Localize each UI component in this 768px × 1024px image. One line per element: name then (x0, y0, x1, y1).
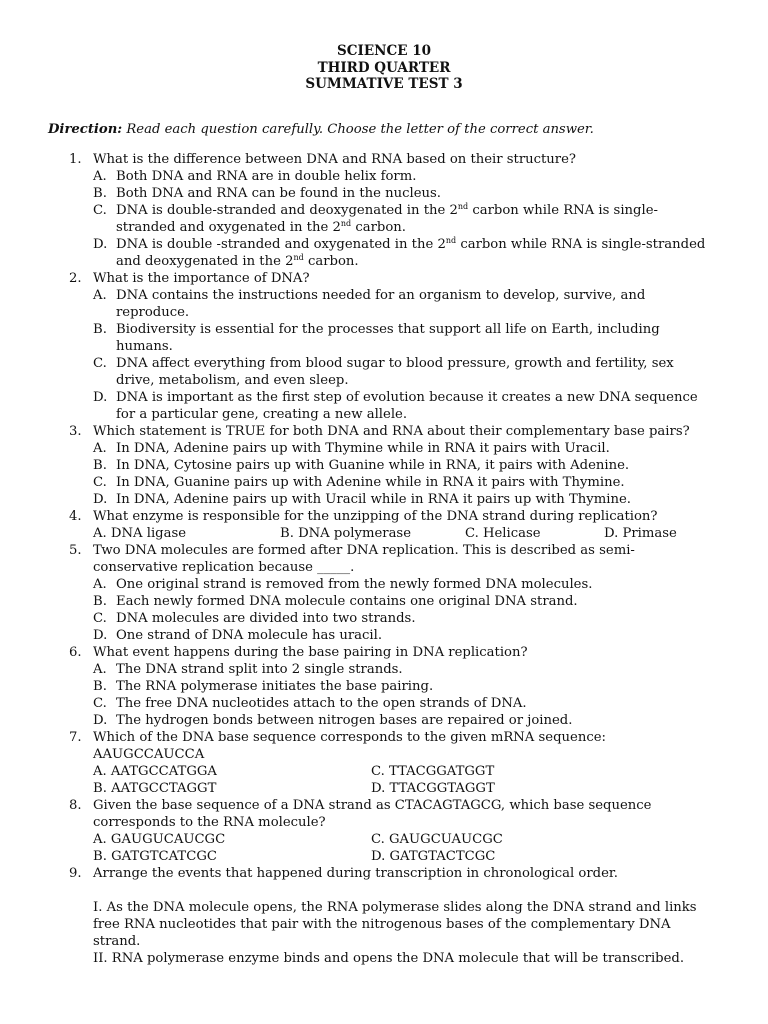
option-3b (93, 457, 713, 474)
option-letter: A. (93, 577, 107, 592)
question-number: 2. (69, 271, 82, 286)
question-3 (0, 423, 768, 440)
option-4d: D. Primase (604, 526, 677, 541)
option-text (116, 236, 713, 270)
option-1b (93, 185, 713, 202)
ordinal-suffix: nd (293, 253, 304, 262)
option-letter: B. (93, 458, 107, 473)
option-text: DNA molecules are divided into two strands. (116, 611, 416, 626)
option-text-part: carbon. (351, 220, 406, 235)
question-text: Two DNA molecules are formed after DNA replication. This is described as semi-conservative replication because _____. (93, 543, 635, 575)
option-text-part: carbon. (303, 254, 359, 269)
question-number: 1. (69, 152, 82, 167)
option-8d: D. GATGTACTCGC (371, 849, 496, 864)
question-7 (0, 729, 768, 746)
question-number: 6. (69, 645, 82, 660)
option-5c (93, 610, 713, 627)
option-text: DNA affect everything from blood sugar to blood pressure, growth and fertility, sex drive, metabolism, and even sleep. (116, 356, 674, 388)
option-letter: C. (93, 475, 107, 490)
option-6a (93, 661, 713, 678)
question-number: 8. (69, 798, 82, 813)
question-1 (0, 151, 768, 168)
test-title: SUMMATIVE TEST 3 (305, 76, 463, 92)
option-2c (93, 355, 713, 389)
option-7b: B. AATGCCTAGGT (93, 781, 217, 796)
ordinal-suffix: nd (445, 236, 457, 245)
question-list (0, 151, 768, 967)
option-5b (93, 593, 713, 610)
option-letter: A. (93, 662, 107, 677)
options-row-4 (93, 525, 768, 542)
option-1a (93, 168, 713, 185)
option-5d (93, 627, 713, 644)
question-text: What is the importance of DNA? (93, 271, 310, 286)
option-text: Both DNA and RNA can be found in the nucleus. (116, 186, 441, 201)
option-2a (93, 287, 713, 321)
option-letter: D. (93, 628, 108, 643)
question-text: Given the base sequence of a DNA strand as CTACAGTAGCG, which base sequence corresponds to the RNA molecule? (93, 798, 652, 830)
option-text-part: carbon while RNA is single-stranded and oxygenated in the 2 (116, 203, 658, 235)
option-text: The RNA polymerase initiates the base pairing. (116, 679, 434, 694)
option-6c (93, 695, 713, 712)
question-text: Which statement is TRUE for both DNA and RNA about their complementary base pairs? (93, 424, 690, 439)
option-7d: D. TTACGGTAGGT (371, 781, 495, 796)
option-6b (93, 678, 713, 695)
option-1d (93, 236, 713, 270)
ordinal-suffix: nd (457, 202, 469, 211)
options-row-7b (93, 780, 768, 797)
question-text: Which of the DNA base sequence corresponds to the given mRNA sequence: (93, 730, 606, 745)
option-4c: C. Helicase (465, 526, 541, 541)
question-text: What enzyme is responsible for the unzipping of the DNA strand during replication? (93, 509, 658, 524)
option-8a: A. GAUGUCAUCGC (93, 832, 226, 847)
question-6 (0, 644, 768, 661)
option-3d (93, 491, 713, 508)
option-letter: C. (93, 611, 107, 626)
option-letter: D. (93, 713, 108, 728)
option-text: The hydrogen bonds between nitrogen bases are repaired or joined. (116, 713, 573, 728)
question-text: Arrange the events that happened during transcription in chronological order. (93, 866, 618, 881)
question-9 (0, 865, 768, 882)
option-letter: A. (93, 441, 107, 456)
option-text-part: carbon while RNA is single-stranded and deoxygenated in the 2 (116, 237, 706, 269)
question-number: 9. (69, 866, 82, 881)
options-row-8b (93, 848, 768, 865)
options-row-8a (93, 831, 768, 848)
question-text: What is the difference between DNA and RNA based on their structure? (93, 152, 576, 167)
question-number: 3. (69, 424, 82, 439)
option-letter: C. (93, 696, 107, 711)
option-text-part: DNA is double-stranded and deoxygenated in the 2 (116, 203, 458, 218)
option-letter: B. (93, 322, 107, 337)
option-letter: B. (93, 594, 107, 609)
question-8 (0, 797, 768, 831)
option-1c (93, 202, 713, 236)
ordinal-suffix: nd (340, 219, 352, 228)
question-number: 4. (69, 509, 82, 524)
option-letter: D. (93, 237, 108, 252)
option-letter: B. (93, 679, 107, 694)
option-text: The free DNA nucleotides attach to the open strands of DNA. (116, 696, 527, 711)
quarter-title: THIRD QUARTER (317, 59, 451, 76)
spacer (0, 882, 768, 899)
direction-text: Read each question carefully. Choose the letter of the correct answer. (122, 122, 594, 137)
option-letter: C. (93, 356, 107, 371)
option-4b: B. DNA polymerase (280, 526, 411, 541)
option-text-part: DNA is double -stranded and oxygenated in the 2 (116, 237, 446, 252)
question-4 (0, 508, 768, 525)
option-6d (93, 712, 713, 729)
option-3a (93, 440, 713, 457)
direction-line (48, 121, 594, 138)
option-text (116, 202, 713, 236)
event-2: II. RNA polymerase enzyme binds and opens the DNA molecule that will be transcribed. (93, 951, 685, 966)
option-letter: A. (93, 288, 107, 303)
option-text: Each newly formed DNA molecule contains one original DNA strand. (116, 594, 578, 609)
option-4a: A. DNA ligase (93, 526, 187, 541)
option-7c: C. TTACGGATGGT (371, 764, 495, 779)
event-1: I. As the DNA molecule opens, the RNA polymerase slides along the DNA strand and links free RNA nucleotides that pair with the nitrogenous bases of the complementary DNA strand. (93, 900, 697, 949)
option-2d (93, 389, 713, 423)
option-text: DNA is important as the first step of evolution because it creates a new DNA sequence for a particular gene, creating a new allele. (116, 390, 698, 422)
option-5a (93, 576, 713, 593)
option-letter: A. (93, 169, 107, 184)
option-text: In DNA, Adenine pairs up with Thymine while in RNA it pairs with Uracil. (116, 441, 610, 456)
options-row-7a (93, 763, 768, 780)
option-text: Both DNA and RNA are in double helix form. (116, 169, 417, 184)
option-text: Biodiversity is essential for the processes that support all life on Earth, including humans. (116, 322, 660, 354)
mrna-sequence: AAUGCCAUCCA (93, 747, 205, 762)
option-letter: C. (93, 203, 107, 218)
option-text: In DNA, Cytosine pairs up with Guanine while in RNA, it pairs with Adenine. (116, 458, 630, 473)
question-number: 5. (69, 543, 82, 558)
option-text: One original strand is removed from the newly formed DNA molecules. (116, 577, 593, 592)
option-text: One strand of DNA molecule has uracil. (116, 628, 383, 643)
option-2b (93, 321, 713, 355)
question-5 (0, 542, 768, 576)
question-2 (0, 270, 768, 287)
option-7a: A. AATGCCATGGA (93, 764, 217, 779)
test-header (0, 43, 768, 93)
option-text: The DNA strand split into 2 single strands. (116, 662, 403, 677)
option-text: In DNA, Adenine pairs up with Uracil while in RNA it pairs up with Thymine. (116, 492, 631, 507)
option-3c (93, 474, 713, 491)
question-text: What event happens during the base pairing in DNA replication? (93, 645, 528, 660)
option-8b: B. GATGTCATCGC (93, 849, 217, 864)
subject-title: SCIENCE 10 (337, 43, 431, 59)
option-text: In DNA, Guanine pairs up with Adenine while in RNA it pairs with Thymine. (116, 475, 625, 490)
option-text: DNA contains the instructions needed for an organism to develop, survive, and reproduce. (116, 288, 646, 320)
option-8c: C. GAUGCUAUCGC (371, 832, 503, 847)
question-number: 7. (69, 730, 82, 745)
option-letter: B. (93, 186, 107, 201)
option-letter: D. (93, 492, 108, 507)
direction-label: Direction: (48, 122, 123, 137)
option-letter: D. (93, 390, 108, 405)
